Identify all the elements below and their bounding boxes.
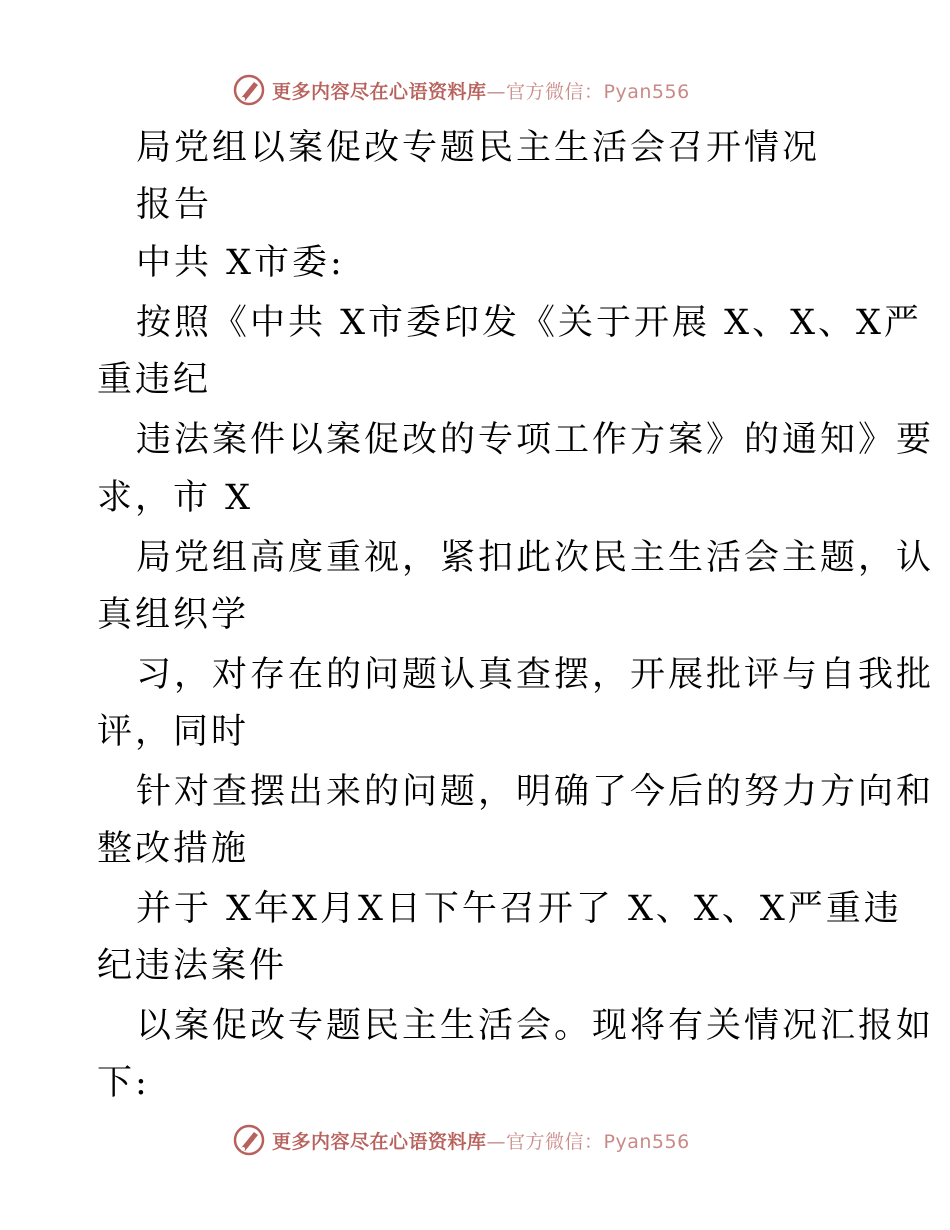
body-line: 纪违法案件 [97, 946, 288, 986]
body-line: 习，对存在的问题认真查摆，开展批评与自我批 [136, 655, 935, 695]
body-line: 下: [97, 1063, 150, 1103]
doc-title: 局党组以案促改专题民主生活会召开情况 [136, 128, 821, 168]
pen-logo-icon [232, 1123, 266, 1157]
body-line: 以案促改专题民主生活会。现将有关情况汇报如 [136, 1006, 935, 1046]
body-line: 重违纪 [97, 360, 212, 400]
body-line: 求，市 X [97, 478, 254, 518]
body-line: 违法案件以案促改的专项工作方案》的通知》要 [136, 420, 935, 460]
footer-watermark [0, 1120, 950, 1160]
body-line: 真组织学 [97, 595, 250, 635]
body-line: 并于 X年X月X日下午召开了 X、X、X严重违 [136, 889, 902, 929]
pen-logo-icon [232, 73, 266, 107]
body-line: 整改措施 [97, 829, 250, 869]
body-line: 评，同时 [97, 712, 250, 752]
salutation: 中共 X市委: [136, 243, 345, 283]
body-line: 针对查摆出来的问题，明确了今后的努力方向和 [136, 772, 935, 812]
doc-title-cont: 报告 [136, 185, 213, 225]
header-watermark [0, 70, 950, 110]
watermark-text: 更多内容尽在心语资料库—官方微信：Pyan556 [272, 80, 690, 103]
watermark-text: 更多内容尽在心语资料库—官方微信：Pyan556 [272, 1130, 690, 1153]
body-line: 按照《中共 X市委印发《关于开展 X、X、X严 [136, 303, 922, 343]
body-line: 局党组高度重视，紧扣此次民主生活会主题，认 [136, 538, 935, 578]
